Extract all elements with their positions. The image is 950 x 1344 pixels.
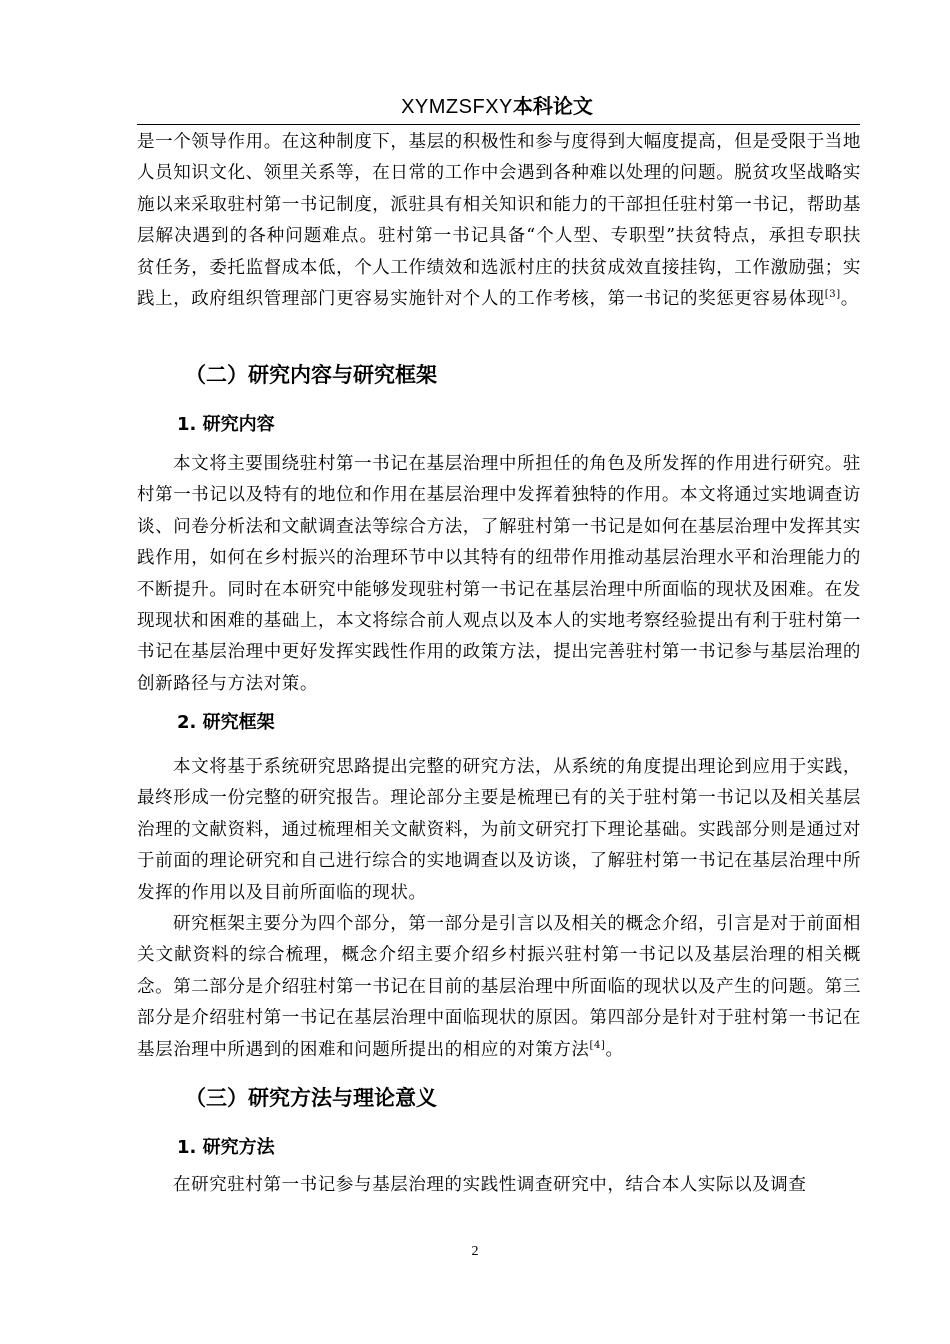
paragraph-continuation (137, 127, 861, 347)
subsection-heading: 1. 研究内容 (177, 414, 275, 435)
paragraph-end: 。 (605, 1039, 624, 1060)
subsection-heading: 2. 研究框架 (177, 712, 275, 733)
paragraph-text: 是一个领导作用。在这种制度下，基层的积极性和参与度得到大幅度提高，但是受限于当地人员知识文化、领里关系等，在日常的工作中会遇到各种难以处理的问题。脱贫攻坚战略实施以来采取驻村第一书记制度，派驻具有相关知识和能力的干部担任驻村第一书记，帮助基层解决遇到的各种问题难点。驻村第一书记具备“个人型、专职型”扶贫特点，承担专职扶贫任务，委托监督成本低，个人工作绩效和选派村庄的扶贫成效直接挂钩，工作激励强；实践上，政府组织管理部门更容易实施针对个人的工作考核，第一书记的奖惩更容易体现 (137, 132, 861, 310)
citation-ref: [3] (824, 289, 841, 301)
section-heading: （二）研究内容与研究框架 (185, 363, 437, 387)
paragraph-text: 研究框架主要分为四个部分，第一部分是引言以及相关的概念介绍，引言是对于前面相关文献资料的综合梳理，概念介绍主要介绍乡村振兴驻村第一书记以及基层治理的相关概念。第二部分是介绍驻村第一书记在目前的基层治理中所面临的现状以及产生的问题。第三部分是介绍驻村第一书记在基层治理中面临现状的原因。第四部分是针对于驻村第一书记在基层治理中所遇到的困难和问题所提出的相应的对策方法 (137, 914, 861, 1060)
page-number: 2 (471, 1244, 479, 1259)
header-title-latin: XYMZSFXY (401, 96, 513, 118)
paragraph-research-content: 本文将主要围绕驻村第一书记在基层治理中所担任的角色及所发挥的作用进行研究。驻村第一书记以及特有的地位和作用在基层治理中发挥着独特的作用。本文将通过实地调查访谈、问卷分析法和文献调查法等综合方法，了解驻村第一书记是如何在基层治理中发挥其实践作用，如何在乡村振兴的治理环节中以其特有的纽带作用推动基层治理水平和治理能力的不断提升。同时在本研究中能够发现驻村第一书记在基层治理中所面临的现状及困难。在发现现状和困难的基础上，本文将综合前人观点以及本人的实地考察经验提出有利于驻村第一书记在基层治理中更好发挥实践性作用的政策方法，提出完善驻村第一书记参与基层治理的创新路径与方法对策。 (137, 454, 861, 694)
paragraph-framework-parts (137, 909, 861, 1066)
header-divider (137, 124, 860, 125)
page-body (137, 127, 861, 1202)
citation-ref: [4] (589, 1039, 606, 1051)
paragraph-research-methods: 在研究驻村第一书记参与基层治理的实践性调查研究中，结合本人实际以及调查 (173, 1175, 807, 1195)
paragraph-research-framework: 本文将基于系统研究思路提出完整的研究方法，从系统的角度提出理论到应用于实践，最终形成一份完整的研究报告。理论部分主要是梳理已有的关于驻村第一书记以及相关基层治理的文献资料，通过梳理相关文献资料，为前文研究打下理论基础。实践部分则是通过对于前面的理论研究和自己进行综合的实地调查以及访谈，了解驻村第一书记在基层治理中所发挥的作用以及目前所面临的现状。 (137, 757, 861, 903)
header-title-cjk: 本科论文 (512, 94, 593, 118)
subsection-heading: 1. 研究方法 (177, 1137, 275, 1158)
section-heading: （三）研究方法与理论意义 (185, 1086, 437, 1110)
page-header (137, 88, 857, 124)
paragraph-end: 。 (840, 289, 859, 310)
